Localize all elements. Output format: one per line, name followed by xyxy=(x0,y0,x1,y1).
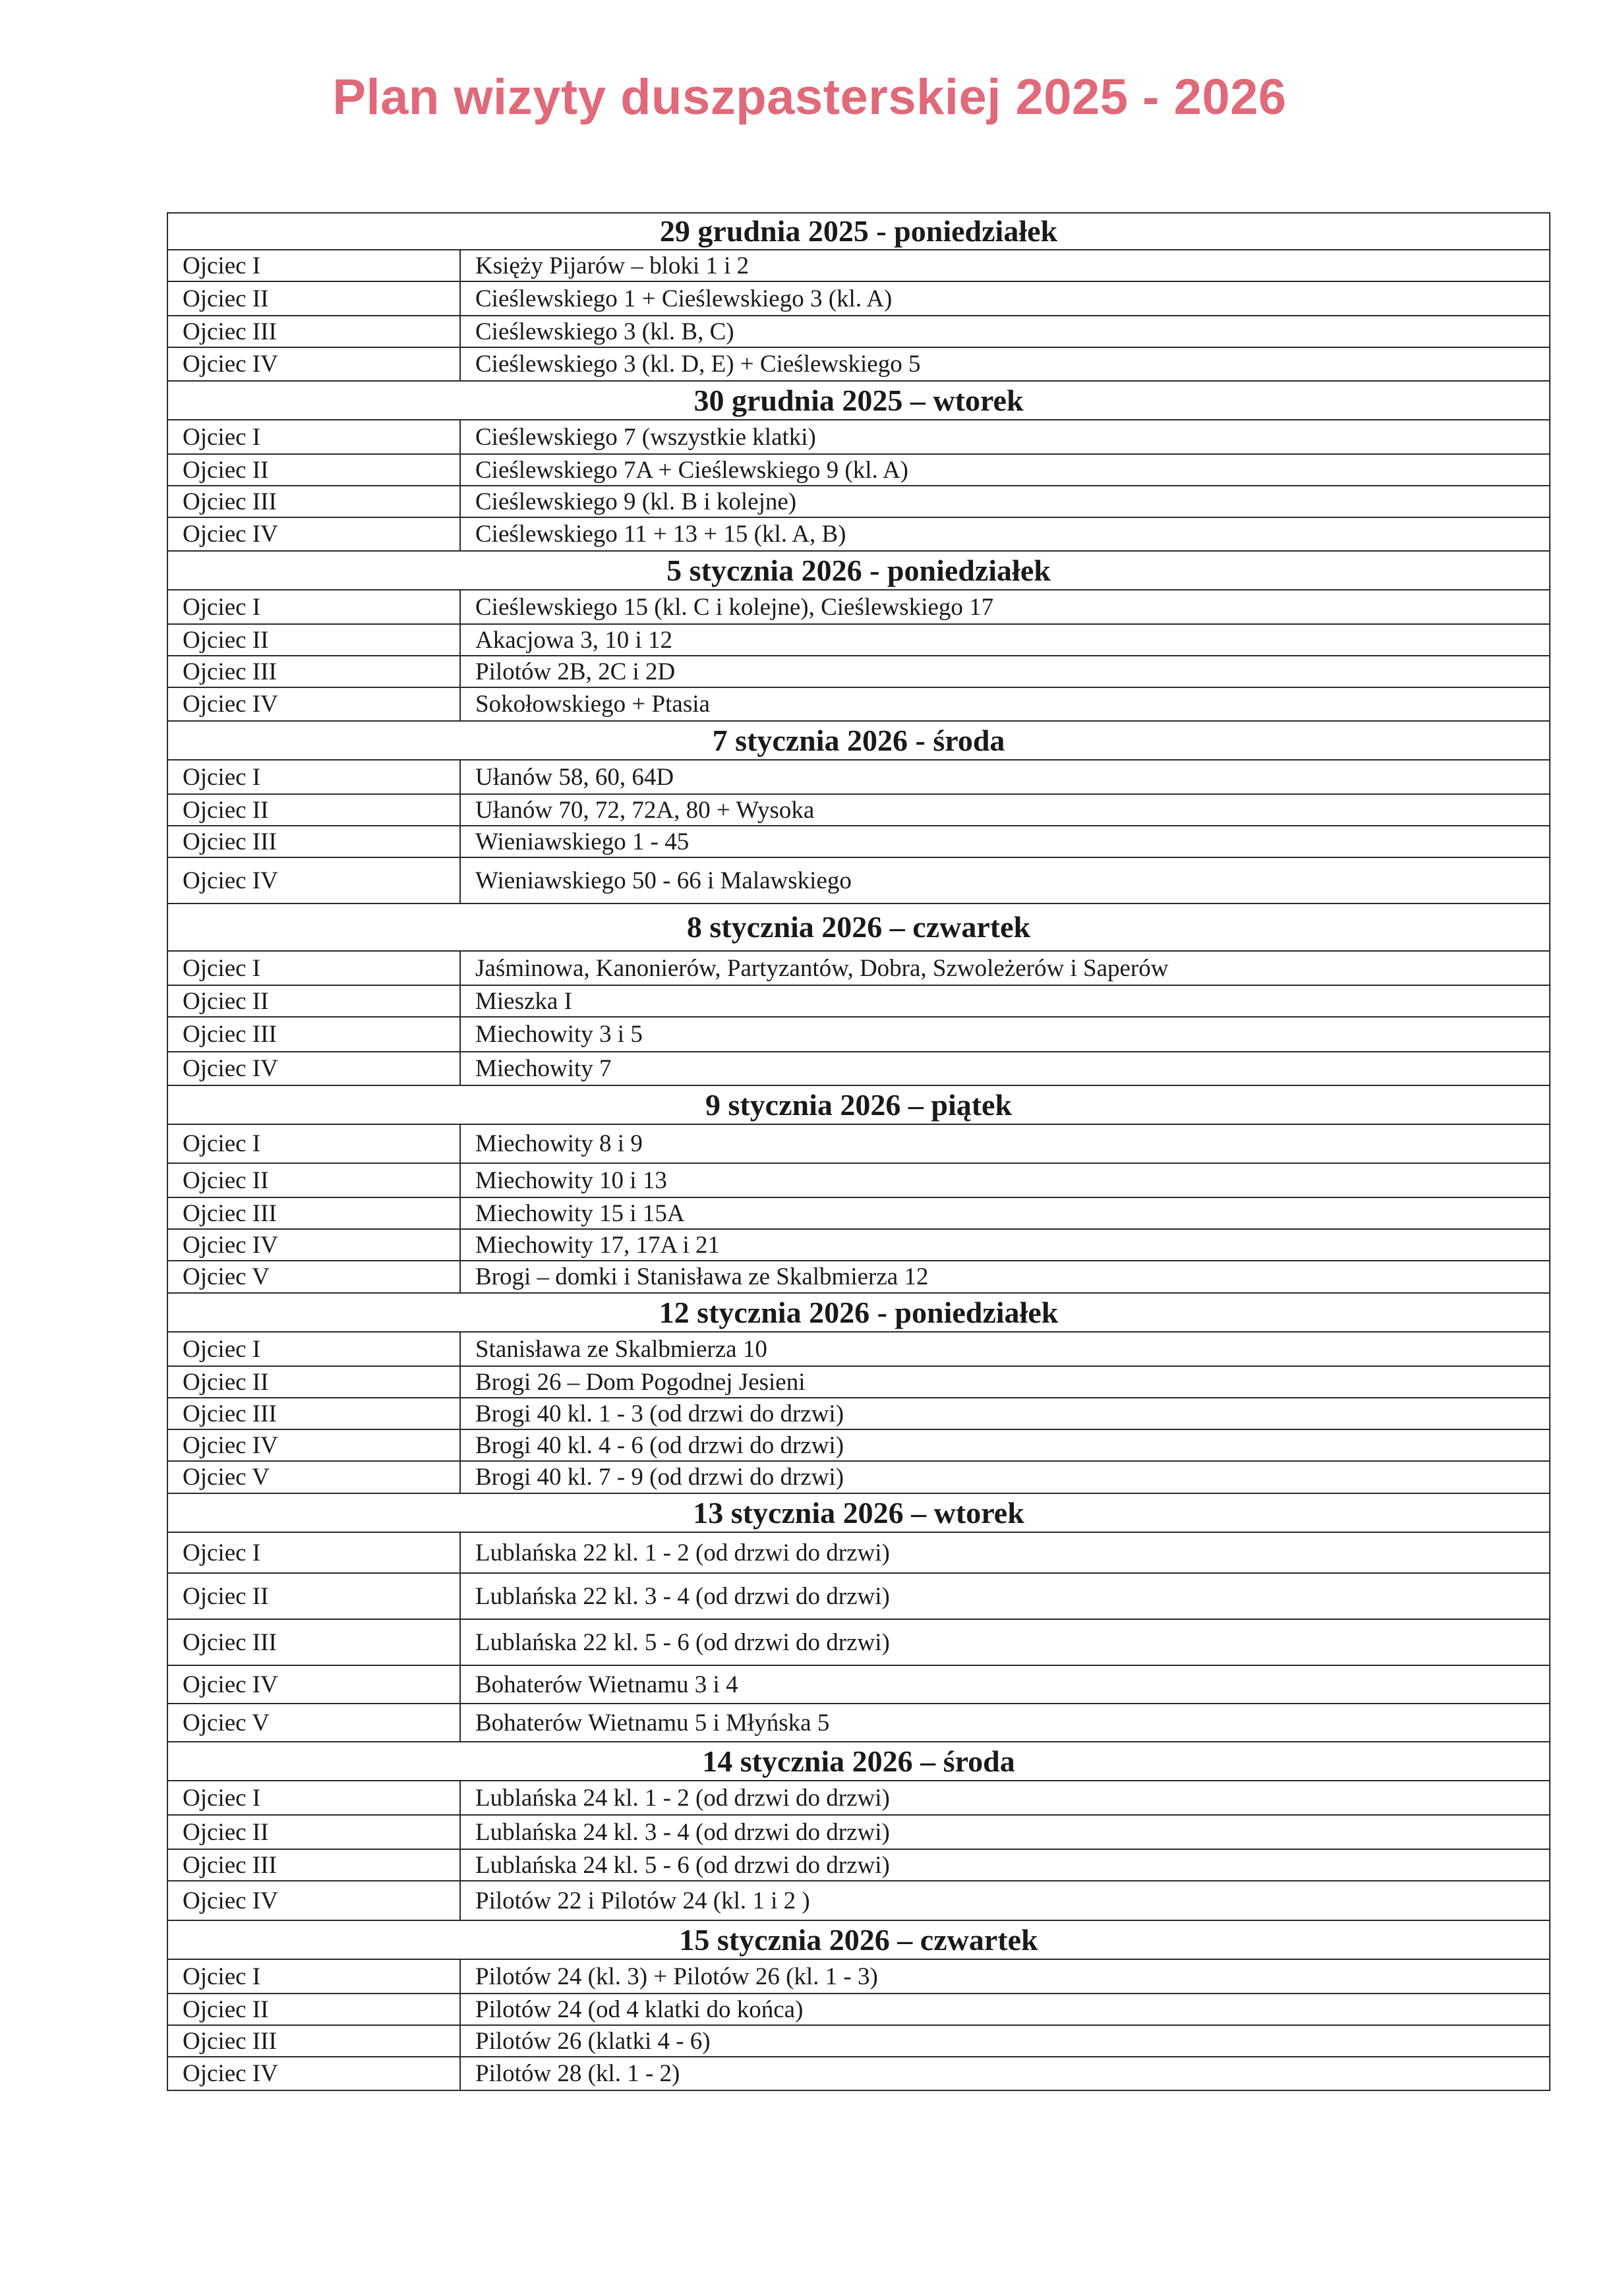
address-cell: Brogi 40 kl. 7 - 9 (od drzwi do drzwi) xyxy=(460,1461,1550,1493)
address-cell: Cieślewskiego 7 (wszystkie klatki) xyxy=(460,420,1550,454)
priest-cell: Ojciec V xyxy=(167,1704,460,1742)
table-row xyxy=(167,347,1550,381)
day-header-row xyxy=(167,1085,1550,1124)
table-row xyxy=(167,826,1550,857)
address-cell: Pilotów 24 (od 4 klatki do końca) xyxy=(460,1994,1550,2025)
priest-cell: Ojciec I xyxy=(167,1532,460,1573)
address-cell: Bohaterów Wietnamu 5 i Młyńska 5 xyxy=(460,1704,1550,1742)
priest-cell: Ojciec V xyxy=(167,1261,460,1293)
address-cell: Miechowity 17, 17A i 21 xyxy=(460,1229,1550,1261)
address-cell: Cieślewskiego 3 (kl. D, E) + Cieślewskiego 5 xyxy=(460,347,1550,381)
table-row xyxy=(167,1124,1550,1163)
table-row xyxy=(167,486,1550,517)
table-row xyxy=(167,2025,1550,2057)
day-header-row xyxy=(167,1742,1550,1781)
page-title: Plan wizyty duszpasterskiej 2025 - 2026 xyxy=(332,69,1287,125)
table-row xyxy=(167,1332,1550,1366)
table-row xyxy=(167,316,1550,347)
priest-cell: Ojciec II xyxy=(167,281,460,316)
priest-cell: Ojciec V xyxy=(167,1461,460,1493)
day-header-row xyxy=(167,1493,1550,1532)
table-row xyxy=(167,281,1550,316)
table-row xyxy=(167,1532,1550,1573)
table-row xyxy=(167,1619,1550,1665)
priest-cell: Ojciec II xyxy=(167,454,460,486)
address-cell: Brogi 40 kl. 4 - 6 (od drzwi do drzwi) xyxy=(460,1429,1550,1461)
table-row xyxy=(167,590,1550,624)
day-date: 5 stycznia 2026 - poniedziałek xyxy=(167,551,1550,590)
table-row xyxy=(167,1197,1550,1229)
priest-cell: Ojciec IV xyxy=(167,857,460,904)
address-cell: Lublańska 24 kl. 5 - 6 (od drzwi do drzwi) xyxy=(460,1849,1550,1881)
address-cell: Miechowity 15 i 15A xyxy=(460,1197,1550,1229)
priest-cell: Ojciec I xyxy=(167,951,460,985)
priest-cell: Ojciec IV xyxy=(167,517,460,551)
table-row xyxy=(167,857,1550,904)
table-row xyxy=(167,1994,1550,2025)
priest-cell: Ojciec II xyxy=(167,624,460,656)
day-date: 9 stycznia 2026 – piątek xyxy=(167,1085,1550,1124)
address-cell: Cieślewskiego 7A + Cieślewskiego 9 (kl. A) xyxy=(460,454,1550,486)
address-cell: Wieniawskiego 1 - 45 xyxy=(460,826,1550,857)
day-date: 30 grudnia 2025 – wtorek xyxy=(167,381,1550,420)
table-row xyxy=(167,1959,1550,1994)
table-row xyxy=(167,1052,1550,1085)
table-row xyxy=(167,1429,1550,1461)
day-header-row xyxy=(167,1920,1550,1959)
priest-cell: Ojciec I xyxy=(167,1124,460,1163)
table-row xyxy=(167,1261,1550,1293)
address-cell: Ułanów 70, 72, 72A, 80 + Wysoka xyxy=(460,794,1550,826)
priest-cell: Ojciec III xyxy=(167,1197,460,1229)
table-row xyxy=(167,1665,1550,1704)
address-cell: Cieślewskiego 11 + 13 + 15 (kl. A, B) xyxy=(460,517,1550,551)
table-row xyxy=(167,624,1550,656)
table-row xyxy=(167,656,1550,687)
table-row xyxy=(167,1881,1550,1920)
address-cell: Cieślewskiego 9 (kl. B i kolejne) xyxy=(460,486,1550,517)
priest-cell: Ojciec I xyxy=(167,250,460,281)
priest-cell: Ojciec III xyxy=(167,486,460,517)
day-date: 8 stycznia 2026 – czwartek xyxy=(167,904,1550,951)
address-cell: Jaśminowa, Kanonierów, Partyzantów, Dobra, Szwoleżerów i Saperów xyxy=(460,951,1550,985)
address-cell: Lublańska 22 kl. 1 - 2 (od drzwi do drzwi) xyxy=(460,1532,1550,1573)
priest-cell: Ojciec IV xyxy=(167,1665,460,1704)
address-cell: Lublańska 22 kl. 3 - 4 (od drzwi do drzwi) xyxy=(460,1573,1550,1619)
table-row xyxy=(167,1815,1550,1849)
address-cell: Sokołowskiego + Ptasia xyxy=(460,687,1550,721)
day-header-row xyxy=(167,1293,1550,1332)
address-cell: Lublańska 22 kl. 5 - 6 (od drzwi do drzwi) xyxy=(460,1619,1550,1665)
table-row xyxy=(167,951,1550,985)
priest-cell: Ojciec II xyxy=(167,1163,460,1197)
table-row xyxy=(167,760,1550,794)
schedule-body xyxy=(167,213,1550,2090)
address-cell: Księży Pijarów – bloki 1 i 2 xyxy=(460,250,1550,281)
address-cell: Cieślewskiego 15 (kl. C i kolejne), Cieślewskiego 17 xyxy=(460,590,1550,624)
day-header-row xyxy=(167,551,1550,590)
address-cell: Miechowity 10 i 13 xyxy=(460,1163,1550,1197)
table-row xyxy=(167,2057,1550,2090)
priest-cell: Ojciec I xyxy=(167,590,460,624)
priest-cell: Ojciec II xyxy=(167,1994,460,2025)
day-date: 14 stycznia 2026 – środa xyxy=(167,1742,1550,1781)
priest-cell: Ojciec IV xyxy=(167,1052,460,1085)
address-cell: Miechowity 3 i 5 xyxy=(460,1017,1550,1052)
address-cell: Pilotów 28 (kl. 1 - 2) xyxy=(460,2057,1550,2090)
address-cell: Brogi – domki i Stanisława ze Skalbmierza 12 xyxy=(460,1261,1550,1293)
day-date: 12 stycznia 2026 - poniedziałek xyxy=(167,1293,1550,1332)
address-cell: Pilotów 26 (klatki 4 - 6) xyxy=(460,2025,1550,2057)
priest-cell: Ojciec III xyxy=(167,826,460,857)
address-cell: Pilotów 2B, 2C i 2D xyxy=(460,656,1550,687)
day-header-row xyxy=(167,213,1550,250)
table-row xyxy=(167,1163,1550,1197)
priest-cell: Ojciec III xyxy=(167,1849,460,1881)
day-header-row xyxy=(167,904,1550,951)
address-cell: Pilotów 22 i Pilotów 24 (kl. 1 i 2 ) xyxy=(460,1881,1550,1920)
table-row xyxy=(167,1461,1550,1493)
table-row xyxy=(167,250,1550,281)
priest-cell: Ojciec III xyxy=(167,656,460,687)
priest-cell: Ojciec I xyxy=(167,760,460,794)
address-cell: Ułanów 58, 60, 64D xyxy=(460,760,1550,794)
priest-cell: Ojciec IV xyxy=(167,1229,460,1261)
address-cell: Miechowity 7 xyxy=(460,1052,1550,1085)
priest-cell: Ojciec I xyxy=(167,1781,460,1815)
table-row xyxy=(167,1366,1550,1398)
table-row xyxy=(167,454,1550,486)
table-row xyxy=(167,1781,1550,1815)
address-cell: Brogi 26 – Dom Pogodnej Jesieni xyxy=(460,1366,1550,1398)
address-cell: Cieślewskiego 1 + Cieślewskiego 3 (kl. A) xyxy=(460,281,1550,316)
table-row xyxy=(167,1017,1550,1052)
priest-cell: Ojciec IV xyxy=(167,347,460,381)
day-date: 15 stycznia 2026 – czwartek xyxy=(167,1920,1550,1959)
day-date: 13 stycznia 2026 – wtorek xyxy=(167,1493,1550,1532)
table-row xyxy=(167,1229,1550,1261)
table-row xyxy=(167,1704,1550,1742)
table-row xyxy=(167,1849,1550,1881)
address-cell: Lublańska 24 kl. 3 - 4 (od drzwi do drzwi) xyxy=(460,1815,1550,1849)
table-row xyxy=(167,517,1550,551)
priest-cell: Ojciec IV xyxy=(167,2057,460,2090)
address-cell: Bohaterów Wietnamu 3 i 4 xyxy=(460,1665,1550,1704)
address-cell: Pilotów 24 (kl. 3) + Pilotów 26 (kl. 1 - 3) xyxy=(460,1959,1550,1994)
priest-cell: Ojciec II xyxy=(167,794,460,826)
priest-cell: Ojciec II xyxy=(167,985,460,1017)
priest-cell: Ojciec I xyxy=(167,420,460,454)
address-cell: Stanisława ze Skalbmierza 10 xyxy=(460,1332,1550,1366)
priest-cell: Ojciec III xyxy=(167,1017,460,1052)
table-row xyxy=(167,1398,1550,1429)
priest-cell: Ojciec I xyxy=(167,1959,460,1994)
address-cell: Mieszka I xyxy=(460,985,1550,1017)
address-cell: Akacjowa 3, 10 i 12 xyxy=(460,624,1550,656)
table-row xyxy=(167,687,1550,721)
address-cell: Wieniawskiego 50 - 66 i Malawskiego xyxy=(460,857,1550,904)
day-date: 7 stycznia 2026 - środa xyxy=(167,721,1550,760)
day-header-row xyxy=(167,721,1550,760)
day-header-row xyxy=(167,381,1550,420)
priest-cell: Ojciec III xyxy=(167,1398,460,1429)
priest-cell: Ojciec II xyxy=(167,1573,460,1619)
priest-cell: Ojciec III xyxy=(167,316,460,347)
priest-cell: Ojciec IV xyxy=(167,1881,460,1920)
table-row xyxy=(167,420,1550,454)
priest-cell: Ojciec II xyxy=(167,1815,460,1849)
priest-cell: Ojciec I xyxy=(167,1332,460,1366)
priest-cell: Ojciec II xyxy=(167,1366,460,1398)
address-cell: Cieślewskiego 3 (kl. B, C) xyxy=(460,316,1550,347)
priest-cell: Ojciec III xyxy=(167,1619,460,1665)
address-cell: Miechowity 8 i 9 xyxy=(460,1124,1550,1163)
table-row xyxy=(167,794,1550,826)
priest-cell: Ojciec III xyxy=(167,2025,460,2057)
address-cell: Lublańska 24 kl. 1 - 2 (od drzwi do drzwi) xyxy=(460,1781,1550,1815)
priest-cell: Ojciec IV xyxy=(167,687,460,721)
day-date: 29 grudnia 2025 - poniedziałek xyxy=(167,213,1550,250)
address-cell: Brogi 40 kl. 1 - 3 (od drzwi do drzwi) xyxy=(460,1398,1550,1429)
table-row xyxy=(167,1573,1550,1619)
table-row xyxy=(167,985,1550,1017)
priest-cell: Ojciec IV xyxy=(167,1429,460,1461)
visit-schedule-table xyxy=(167,212,1550,2091)
